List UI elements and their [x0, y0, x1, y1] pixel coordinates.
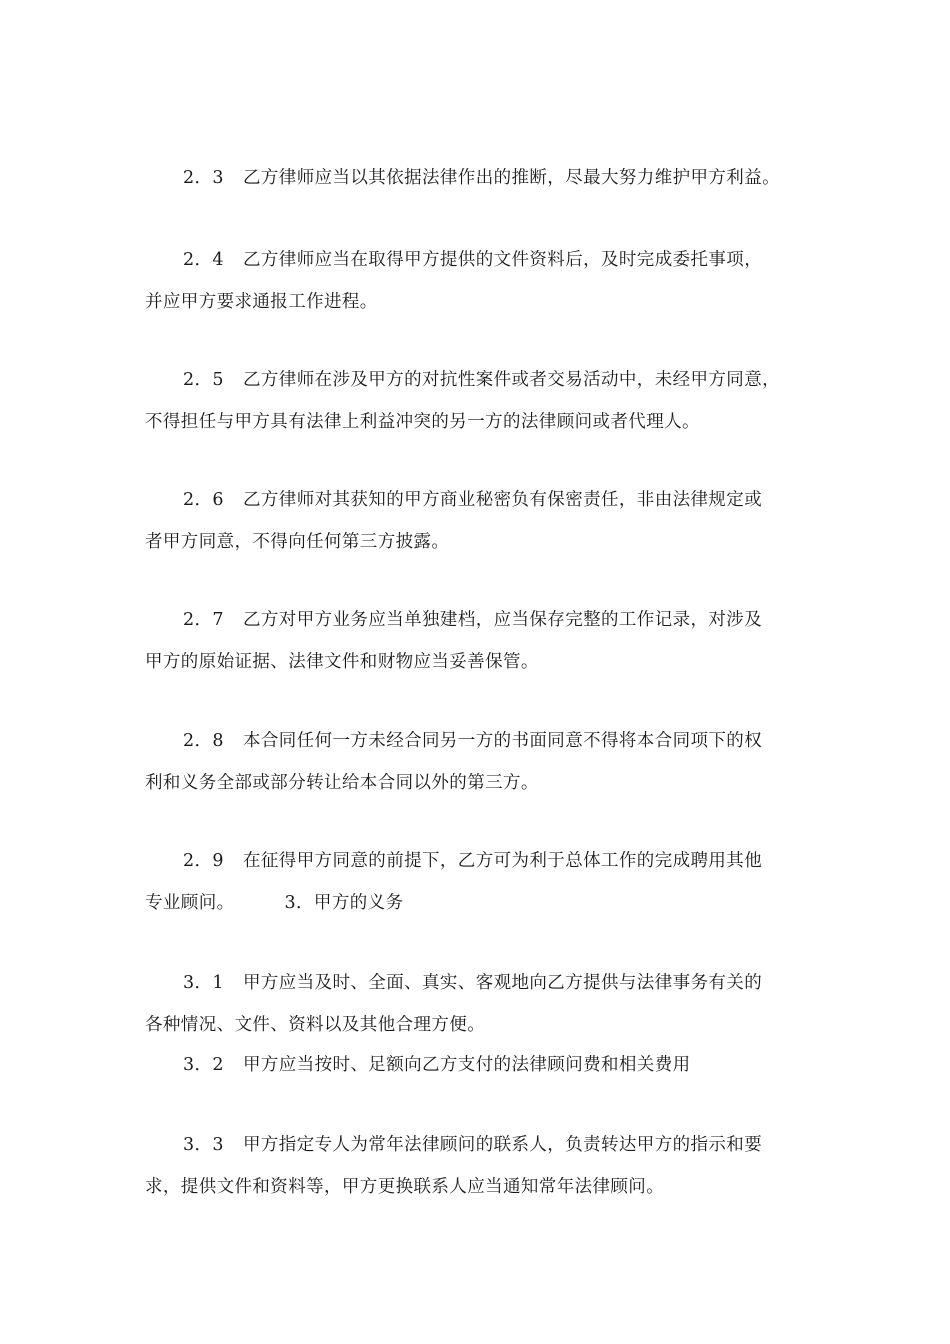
clause-text: 专业顾问。	[145, 893, 235, 913]
clause-number: 2．8	[183, 731, 224, 751]
clause-text: 本合同任何一方未经合同另一方的书面同意不得将本合同项下的权	[243, 731, 763, 751]
clause-number: 3．3	[183, 1135, 224, 1155]
clause-text: 甲方应当按时、足额向乙方支付的法律顾问费和相关费用	[243, 1055, 691, 1075]
clause-2-5-line-2	[145, 410, 825, 434]
clause-text: 乙方律师在涉及甲方的对抗性案件或者交易活动中，未经甲方同意，	[243, 370, 780, 390]
clause-2-6-line-1	[183, 488, 863, 512]
clause-number: 2．6	[183, 490, 224, 510]
clause-number: 3．2	[183, 1055, 224, 1075]
section-heading: 3．甲方的义务	[284, 893, 404, 913]
clause-2-4-line-2	[145, 290, 825, 314]
clause-text: 甲方指定专人为常年法律顾问的联系人，负责转达甲方的指示和要	[243, 1135, 763, 1155]
clause-2-8-line-1	[183, 729, 863, 753]
clause-text: 甲方应当及时、全面、真实、客观地向乙方提供与法律事务有关的	[243, 973, 763, 993]
clause-3-3-line-2	[145, 1175, 825, 1199]
clause-number: 2．7	[183, 610, 224, 630]
clause-2-7-line-2	[145, 650, 825, 674]
clause-text: 在征得甲方同意的前提下，乙方可为利于总体工作的完成聘用其他	[243, 851, 763, 871]
clause-text: 各种情况、文件、资料以及其他合理方便。	[145, 1015, 486, 1035]
clause-2-9-line-2	[145, 891, 825, 915]
clause-number: 2．9	[183, 851, 224, 871]
clause-3-3-line-1	[183, 1133, 863, 1157]
clause-text: 乙方律师对其获知的甲方商业秘密负有保密责任，非由法律规定或	[243, 490, 763, 510]
clause-3-1-line-1	[183, 971, 863, 995]
clause-text: 不得担任与甲方具有法律上利益冲突的另一方的法律顾问或者代理人。	[145, 412, 700, 432]
clause-text: 甲方的原始证据、法律文件和财物应当妥善保管。	[145, 652, 539, 672]
clause-number: 2．5	[183, 370, 224, 390]
clause-number: 2．4	[183, 250, 224, 270]
clause-2-7-line-1	[183, 608, 863, 632]
clause-2-9-line-1	[183, 849, 863, 873]
clause-text: 乙方律师应当在取得甲方提供的文件资料后，及时完成委托事项，	[243, 250, 763, 270]
clause-text: 求，提供文件和资料等，甲方更换联系人应当通知常年法律顾问。	[145, 1177, 665, 1197]
clause-2-8-line-2	[145, 771, 825, 795]
clause-number: 3．1	[183, 973, 224, 993]
clause-3-1-line-2	[145, 1013, 825, 1037]
clause-number: 2．3	[183, 168, 224, 188]
clause-2-5-line-1	[183, 368, 863, 392]
clause-text: 乙方对甲方业务应当单独建档，应当保存完整的工作记录，对涉及	[243, 610, 763, 630]
clause-3-2-line-1	[183, 1053, 863, 1077]
clause-2-3-line-1	[183, 166, 863, 190]
clause-text: 者甲方同意，不得向任何第三方披露。	[145, 532, 450, 552]
clause-2-6-line-2	[145, 530, 825, 554]
clause-text: 并应甲方要求通报工作进程。	[145, 292, 378, 312]
clause-2-4-line-1	[183, 248, 863, 272]
clause-text: 乙方律师应当以其依据法律作出的推断，尽最大努力维护甲方利益。	[243, 168, 780, 188]
clause-text: 利和义务全部或部分转让给本合同以外的第三方。	[145, 773, 539, 793]
